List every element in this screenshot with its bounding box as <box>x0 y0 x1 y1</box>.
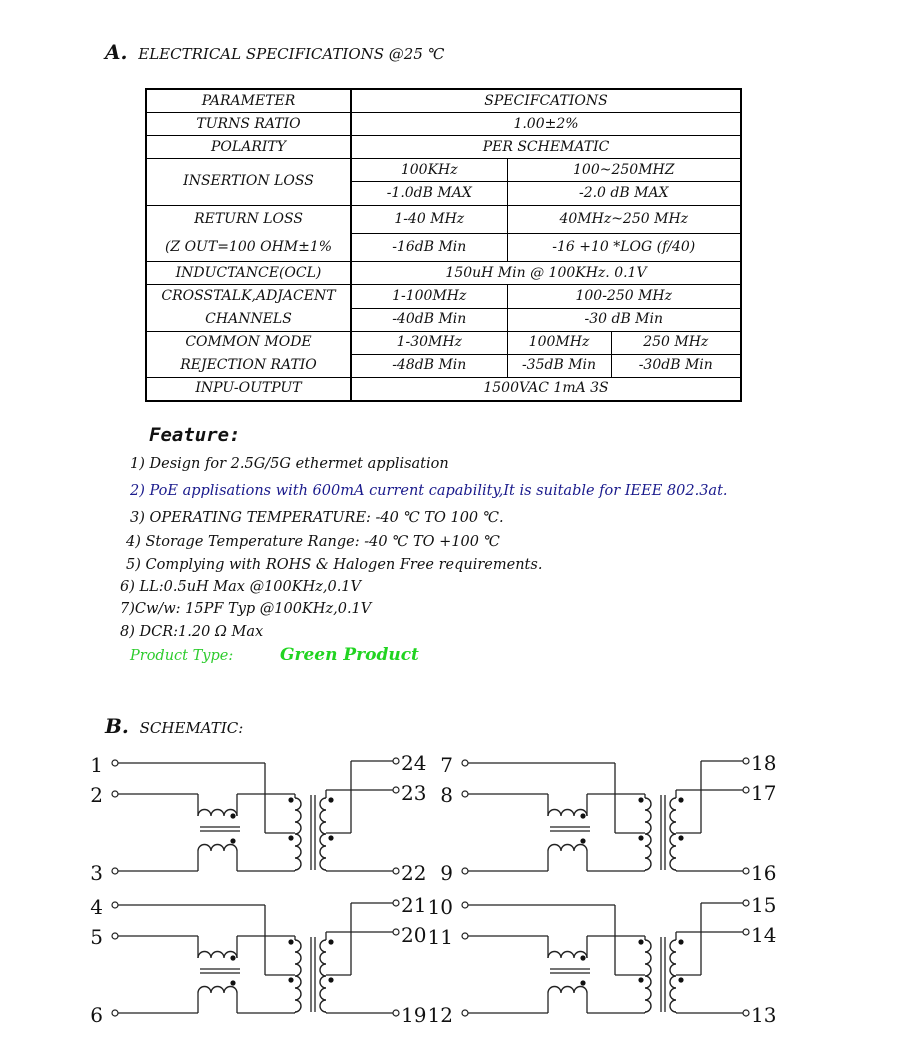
polarity-dot <box>678 977 683 982</box>
pin-label: 22 <box>401 861 427 885</box>
pin-label: 6 <box>90 1003 103 1027</box>
pin-label: 7 <box>440 753 453 777</box>
pin-label: 13 <box>751 1003 777 1027</box>
pin-terminal <box>112 760 118 766</box>
polarity-label: POLARITY <box>146 136 351 159</box>
pin-terminal <box>462 933 468 939</box>
table-row <box>146 136 741 159</box>
io-value: 1500VAC 1mA 3S <box>351 377 741 401</box>
pin-terminal <box>743 787 749 793</box>
return-loss-label-1: RETURN LOSS <box>146 205 351 233</box>
product-type-label: Product Type: <box>130 648 234 664</box>
cmrr-value-3: -30dB Min <box>611 354 741 377</box>
polarity-dot <box>328 977 333 982</box>
pin-terminal <box>462 760 468 766</box>
transformer-primary-coil <box>295 798 301 870</box>
table-row <box>146 285 741 308</box>
pin-label: 3 <box>90 861 103 885</box>
pin-label: 1 <box>90 753 103 777</box>
pin-label: 9 <box>440 861 453 885</box>
polarity-dot <box>230 813 235 818</box>
insertion-loss-value-1: -1.0dB MAX <box>351 182 507 205</box>
return-loss-label-2: (Z OUT=100 OHM±1% <box>146 233 351 261</box>
feature-item-3: 3) OPERATING TEMPERATURE: -40 ℃ TO 100 ℃. <box>130 510 504 526</box>
transformer-secondary-coil <box>320 940 326 1012</box>
pin-terminal <box>743 1010 749 1016</box>
polarity-dot <box>288 835 293 840</box>
inductance-value: 150uH Min @ 100KHz. 0.1V <box>351 262 741 285</box>
pin-terminal <box>462 902 468 908</box>
cmrr-freq-3: 250 MHz <box>611 331 741 354</box>
pin-terminal <box>393 1010 399 1016</box>
inductance-label: INDUCTANCE(OCL) <box>146 262 351 285</box>
cmrr-value-2: -35dB Min <box>507 354 611 377</box>
pin-label: 2 <box>90 783 103 807</box>
pin-terminal <box>743 868 749 874</box>
pin-terminal <box>393 929 399 935</box>
pin-terminal <box>462 791 468 797</box>
choke-coil-lower <box>548 845 587 852</box>
transformer-primary-coil <box>645 940 651 1012</box>
polarity-dot <box>678 835 683 840</box>
section-b-heading <box>105 714 243 738</box>
pin-label: 16 <box>751 861 777 885</box>
table-row <box>146 159 741 182</box>
pin-label: 14 <box>751 923 777 947</box>
feature-item-6: 6) LL:0.5uH Max @100KHz,0.1V <box>120 579 361 595</box>
crosstalk-value-2: -30 dB Min <box>507 308 741 331</box>
polarity-dot <box>678 939 683 944</box>
crosstalk-value-1: -40dB Min <box>351 308 507 331</box>
insertion-loss-value-2: -2.0 dB MAX <box>507 182 741 205</box>
pin-terminal <box>743 758 749 764</box>
crosstalk-label-1: CROSSTALK,ADJACENT <box>146 285 351 308</box>
table-row <box>146 233 741 261</box>
transformer-primary-coil <box>645 798 651 870</box>
polarity-dot <box>230 838 235 843</box>
pin-label: 24 <box>401 751 427 775</box>
crosstalk-freq-1: 1-100MHz <box>351 285 507 308</box>
table-row <box>146 308 741 331</box>
pin-label: 4 <box>90 895 103 919</box>
pin-terminal <box>393 868 399 874</box>
pin-terminal <box>462 868 468 874</box>
section-a-heading <box>105 40 444 64</box>
pin-label: 21 <box>401 893 427 917</box>
feature-title: Feature: <box>149 424 241 446</box>
polarity-dot <box>678 797 683 802</box>
feature-item-2: 2) PoE applisations with 600mA current capability,It is suitable for IEEE 802.3at. <box>130 483 728 499</box>
pin-label: 12 <box>427 1003 453 1027</box>
polarity-dot <box>328 835 333 840</box>
cmrr-label-2: REJECTION RATIO <box>146 354 351 377</box>
cmrr-label-1: COMMON MODE <box>146 331 351 354</box>
pin-terminal <box>112 902 118 908</box>
pin-label: 8 <box>440 783 453 807</box>
polarity-dot <box>638 977 643 982</box>
pin-label: 10 <box>427 895 453 919</box>
section-a-letter: A. <box>105 40 128 64</box>
pin-terminal <box>743 929 749 935</box>
feature-item-8: 8) DCR:1.20 Ω Max <box>120 624 264 640</box>
table-row <box>146 113 741 136</box>
insertion-loss-freq-2: 100~250MHZ <box>507 159 741 182</box>
polarity-dot <box>580 980 585 985</box>
choke-coil-lower <box>198 845 237 852</box>
pin-label: 23 <box>401 781 427 805</box>
pin-label: 17 <box>751 781 777 805</box>
polarity-dot <box>580 838 585 843</box>
crosstalk-label-2: CHANNELS <box>146 308 351 331</box>
polarity-dot <box>580 813 585 818</box>
cmrr-freq-2: 100MHz <box>507 331 611 354</box>
polarity-dot <box>580 955 585 960</box>
polarity-dot <box>288 797 293 802</box>
polarity-value: PER SCHEMATIC <box>351 136 741 159</box>
turns-ratio-value: 1.00±2% <box>351 113 741 136</box>
transformer-secondary-coil <box>320 798 326 870</box>
section-a-title: ELECTRICAL SPECIFICATIONS @25 ℃ <box>138 45 445 63</box>
table-row <box>146 377 741 401</box>
pin-terminal <box>393 758 399 764</box>
turns-ratio-label: TURNS RATIO <box>146 113 351 136</box>
feature-item-4: 4) Storage Temperature Range: -40 ℃ TO +100 ℃ <box>126 534 500 550</box>
pin-label: 15 <box>751 893 777 917</box>
insertion-loss-label: INSERTION LOSS <box>146 159 351 205</box>
pin-terminal <box>393 787 399 793</box>
feature-item-5: 5) Complying with ROHS & Halogen Free requirements. <box>126 557 543 573</box>
header-spec: SPECIFCATIONS <box>351 89 741 113</box>
choke-coil-lower <box>548 987 587 994</box>
header-parameter: PARAMETER <box>146 89 351 113</box>
table-row <box>146 354 741 377</box>
return-loss-freq-1: 1-40 MHz <box>351 205 507 233</box>
pin-label: 20 <box>401 923 427 947</box>
table-row <box>146 262 741 285</box>
polarity-dot <box>288 977 293 982</box>
product-type-value: Green Product <box>280 645 419 665</box>
pin-terminal <box>743 900 749 906</box>
pin-terminal <box>112 933 118 939</box>
polarity-dot <box>638 797 643 802</box>
pin-terminal <box>462 1010 468 1016</box>
io-label: INPU-OUTPUT <box>146 377 351 401</box>
pin-label: 5 <box>90 925 103 949</box>
electrical-spec-table <box>145 88 742 402</box>
choke-coil-lower <box>198 987 237 994</box>
pin-label: 19 <box>401 1003 427 1027</box>
polarity-dot <box>638 835 643 840</box>
section-b-title: SCHEMATIC: <box>139 719 244 737</box>
pin-terminal <box>112 1010 118 1016</box>
pin-terminal <box>112 791 118 797</box>
feature-item-1: 1) Design for 2.5G/5G ethermet applisation <box>130 456 449 472</box>
pin-terminal <box>393 900 399 906</box>
polarity-dot <box>328 797 333 802</box>
polarity-dot <box>230 980 235 985</box>
table-row <box>146 205 741 233</box>
feature-item-7: 7)Cw/w: 15PF Typ @100KHz,0.1V <box>120 601 372 617</box>
table-row <box>146 89 741 113</box>
pin-label: 11 <box>427 925 453 949</box>
polarity-dot <box>288 939 293 944</box>
table-row <box>146 331 741 354</box>
polarity-dot <box>328 939 333 944</box>
schematic-diagram <box>0 740 901 1040</box>
cmrr-freq-1: 1-30MHz <box>351 331 507 354</box>
cmrr-value-1: -48dB Min <box>351 354 507 377</box>
return-loss-value-1: -16dB Min <box>351 233 507 261</box>
polarity-dot <box>230 955 235 960</box>
transformer-primary-coil <box>295 940 301 1012</box>
section-b-letter: B. <box>105 714 129 738</box>
crosstalk-freq-2: 100-250 MHz <box>507 285 741 308</box>
pin-label: 18 <box>751 751 777 775</box>
transformer-secondary-coil <box>670 940 676 1012</box>
return-loss-freq-2: 40MHz~250 MHz <box>507 205 741 233</box>
transformer-secondary-coil <box>670 798 676 870</box>
insertion-loss-freq-1: 100KHz <box>351 159 507 182</box>
return-loss-value-2: -16 +10 *LOG (f/40) <box>507 233 741 261</box>
pin-terminal <box>112 868 118 874</box>
polarity-dot <box>638 939 643 944</box>
